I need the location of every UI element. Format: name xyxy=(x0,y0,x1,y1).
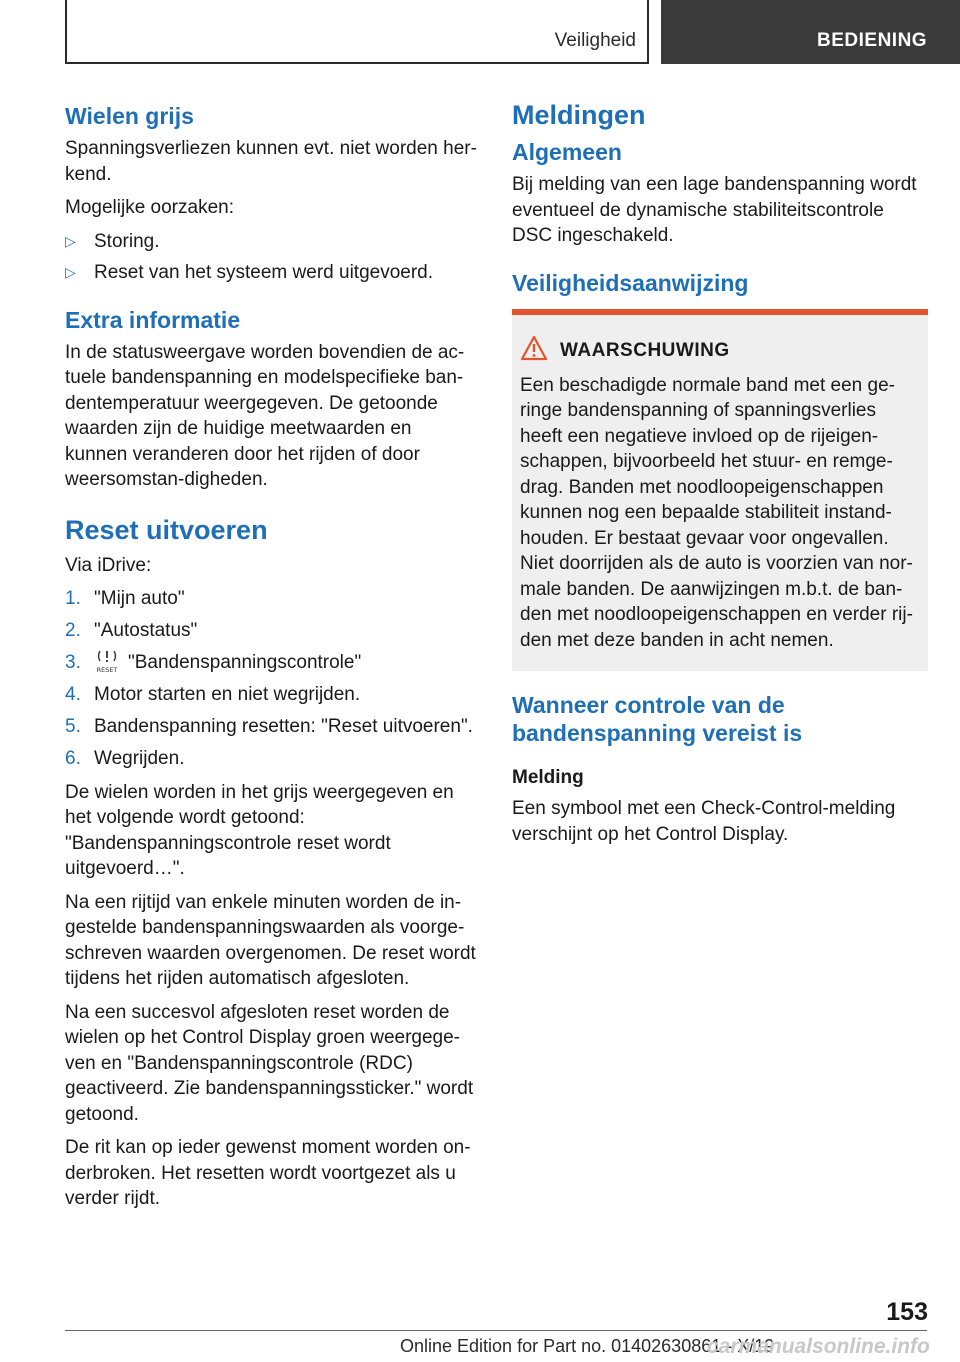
heading-melding: Melding xyxy=(512,767,584,788)
list-item: 3. RESET "Bandenspanningscontrole" xyxy=(65,650,479,676)
paragraph: Bij melding van een lage bandenspanning wordt eventueel de dynamische stabiliteitscontrole DSC ingeschakeld. xyxy=(512,174,917,246)
warning-label: WAARSCHUWING xyxy=(560,339,730,361)
list-item: 5. Bandenspanning resetten: "Reset uitvoeren". xyxy=(65,716,473,737)
warning-triangle-icon xyxy=(520,335,560,367)
left-column xyxy=(65,98,479,1220)
list-item: 6. Wegrijden. xyxy=(65,748,185,769)
warning-box xyxy=(512,309,928,672)
warning-text: Een beschadigde normale band met een ge-ringe bandenspanning of spanningsverlies heeft een negatieve invloed op de rijeigen-schappen, bijvoorbeeld het stuur- en remge-drag. Banden met noodloopeigenschappen kunnen nog een bepaalde stabiliteit instand-houden. Er bestaat gevaar voor ongevallen. Niet doorrijden als de auto is voorzien van nor-male banden. De aanwijzingen m.b.t. de ban-den met noodloopeigenschappen en verder rij-den met deze banden in acht nemen. xyxy=(520,374,913,651)
reset-steps-list xyxy=(65,586,479,772)
right-column xyxy=(512,98,928,855)
paragraph: De wielen worden in het grijs weergegeven en het volgende wordt getoond: "Bandenspanningscontrole reset wordt uitgevoerd…". xyxy=(65,781,454,879)
heading-veiligheidsaanwijzing: Veiligheidsaanwijzing xyxy=(512,269,749,296)
list-item: 2. "Autostatus" xyxy=(65,620,198,641)
heading-meldingen: Meldingen xyxy=(512,100,646,130)
paragraph: In de statusweergave worden bovendien de ac-tuele bandenspanning en modelspecifieke ban-dentemperatuur weergegeven. De getoonde waarden zijn de huidige meetwaarden en kunnen veranderen door het rijden of door weersomstan-digheden. xyxy=(65,341,465,490)
cause-list xyxy=(65,229,479,286)
paragraph: Via iDrive: xyxy=(65,554,152,576)
paragraph: Na een rijtijd van enkele minuten worden de in-gestelde bandenspanningswaarden als voorge-schreven waarden overgenomen. De reset wordt tijdens het rijden automatisch afgesloten. xyxy=(65,891,476,989)
heading-wielen-grijs: Wielen grijs xyxy=(65,103,194,129)
paragraph: Na een succesvol afgesloten reset worden de wielen op het Control Display groen weergege-ven en "Bandenspanningscontrole (RDC) geactiveerd. Zie bandenspanningssticker." wordt getoond. xyxy=(65,1001,474,1125)
triangle-right-icon: ▷ xyxy=(65,232,76,249)
paragraph: De rit kan op ieder gewenst moment worden on-derbroken. Het resetten wordt voortgezet als u verder rijdt. xyxy=(65,1137,471,1209)
page-number: 153 xyxy=(886,1298,928,1326)
watermark: carmanualsonline.info xyxy=(707,1335,930,1358)
list-item: 1. "Mijn auto" xyxy=(65,588,185,609)
svg-text:RESET: RESET xyxy=(96,665,118,674)
list-item: ▷ Reset van het systeem werd uitgevoerd. xyxy=(65,260,479,286)
heading-extra-informatie: Extra informatie xyxy=(65,306,241,333)
warning-title xyxy=(520,335,920,367)
triangle-right-icon: ▷ xyxy=(65,264,76,280)
paragraph: Spanningsverliezen kunnen evt. niet worden her-kend. xyxy=(65,138,477,185)
paragraph: Een symbool met een Check-Control-melding verschijnt op het Control Display. xyxy=(512,798,896,845)
header-chapter-tab: BEDIENING xyxy=(661,0,960,64)
heading-wanneer-controle: Wanneer controle van de bandenspanning vereist is xyxy=(512,692,803,746)
list-item: 4. Motor starten en niet wegrijden. xyxy=(65,684,361,705)
list-item: ▷ Storing. xyxy=(65,229,479,255)
tire-pressure-reset-icon xyxy=(94,648,120,674)
heading-reset-uitvoeren: Reset uitvoeren xyxy=(65,514,268,545)
footer-divider xyxy=(65,1330,927,1331)
footer-edition: Online Edition for Part no. 01402630861 - X/19 xyxy=(400,1336,775,1356)
header-section-label: Veiligheid xyxy=(554,30,636,51)
paragraph: Mogelijke oorzaken: xyxy=(65,197,234,218)
heading-algemeen: Algemeen xyxy=(512,139,622,165)
